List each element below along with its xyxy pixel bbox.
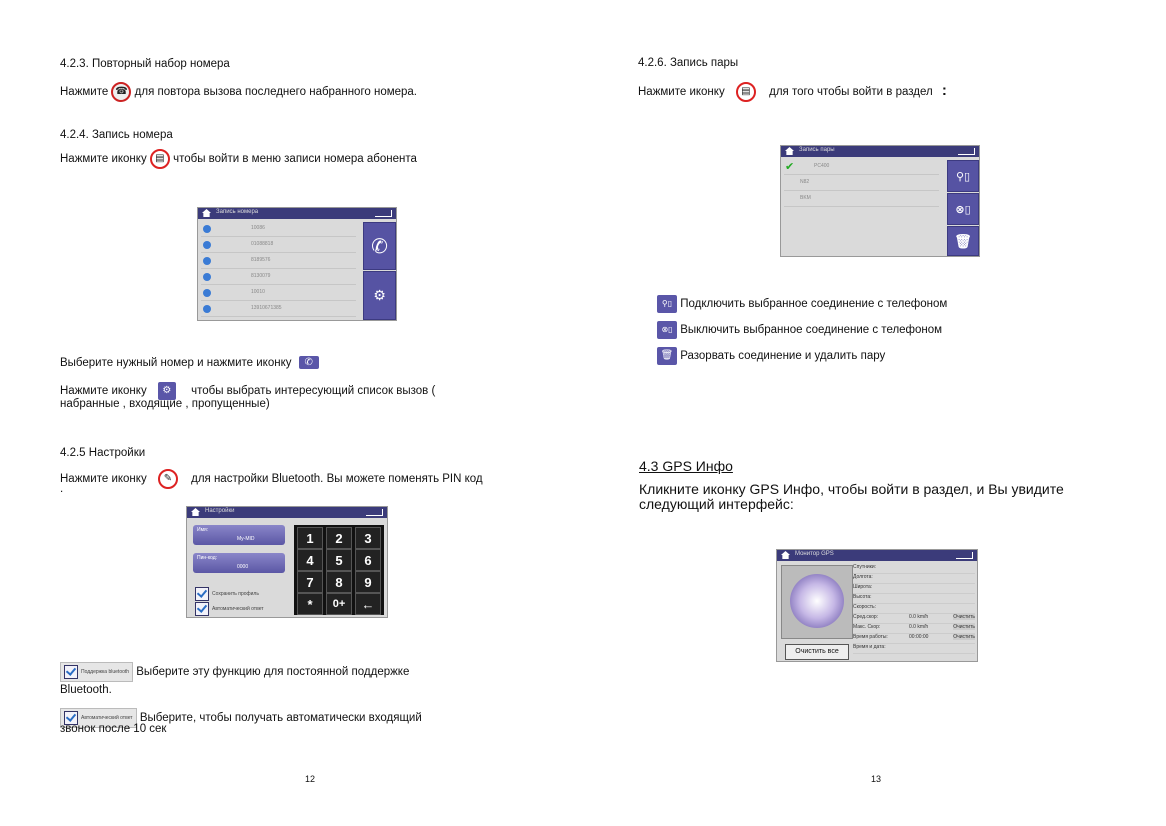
list-item[interactable]: 8189576 [201,254,356,269]
pin-field[interactable]: Пин-код: 0000 [193,553,285,573]
legend-delete: 🗑 Разорвать соединение и удалить пару [657,347,885,365]
phone-icon [203,305,211,313]
pair-records-icon: ▤ [736,82,756,102]
paragraph-auto-answer-line2: звонок после 10 сек [60,723,167,735]
paragraph-redial: Нажмите ☎ для повтора вызова последнего набранного номера. [60,82,417,102]
screen-title: Запись номера [216,209,259,215]
connect-button[interactable]: ⚲▯ [947,160,979,192]
call-list-icon: ⚙ [158,382,176,400]
paragraph-pairs: Нажмите иконку ▤ для того чтобы войти в раздел : [638,82,947,102]
key-backspace[interactable]: ← [355,593,381,615]
screen-title: Настройки [205,508,235,514]
paragraph-bt-support: Поддержка bluetooth Выберите эту функцию для постоянной поддержке [60,662,409,682]
redial-icon: ☎ [111,82,131,102]
compass-panel [781,565,853,639]
list-item[interactable]: 10086 [201,222,356,237]
list-item[interactable]: 13910671385 [201,302,356,317]
gps-row: Макс. Скор: 0.0 km/h Очистить [853,624,975,634]
paragraph-call-records: Нажмите иконку ▤ чтобы войти в меню записи номера абонента [60,149,417,169]
connect-icon: ⚲▯ [657,295,677,313]
checkbox-icon [64,665,78,679]
list-item[interactable]: 10010 [201,286,356,301]
gps-row: Высота: [853,594,975,604]
status-bar [781,146,979,157]
paragraph-call-list-line2: набранные , входящие , пропущенные) [60,398,270,410]
gps-screen [776,549,978,662]
home-icon[interactable] [191,508,200,516]
screen-title: Монитор GPS [795,551,834,557]
list-item[interactable]: ✔ PC400 [784,160,939,175]
paragraph-auto-answer: Автоматический ответ Выберите, чтобы получать автоматически входящий [60,708,422,728]
bt-support-option: Поддержка bluetooth [60,662,133,682]
settings-screen [186,506,388,618]
home-icon[interactable] [781,551,790,559]
name-field[interactable]: Имя: My-MID [193,525,285,545]
auto-answer-option: Автоматический ответ [60,708,137,728]
section-title-gps: 4.3 GPS Инфо [639,458,733,474]
back-icon[interactable] [958,148,975,155]
check-icon: ✔ [785,161,795,173]
list-item[interactable]: 8130079 [201,270,356,285]
key-8[interactable]: 8 [326,571,352,593]
delete-button[interactable]: 🗑 [947,226,979,256]
key-0[interactable]: 0+ [326,593,352,615]
section-title-call-records: 4.2.4. Запись номера [60,129,173,141]
key-7[interactable]: 7 [297,571,323,593]
gps-row: Скорость: [853,604,975,614]
paragraph-call-list: Нажмите иконку ⚙ чтобы выбрать интересующий список вызов ( [60,382,435,400]
disconnect-icon: ⊗▯ [657,321,677,339]
phone-icon [203,289,211,297]
clear-all-button[interactable]: Очистить все [785,644,849,660]
option-auto-answer[interactable]: Автоматический ответ [195,600,264,618]
page-number-right: 13 [871,774,882,784]
call-records-screen [197,207,397,321]
page-number-left: 12 [305,774,316,784]
gps-row: Сред.скор: 0.0 km/h Очистить [853,614,975,624]
reset-avg-button[interactable]: Очистить [953,614,975,620]
section-title-redial: 4.2.3. Повторный набор номера [60,58,230,70]
keypad [294,525,384,615]
status-bar [187,507,387,518]
gps-row: Время работы: 00:00:00 Очистить [853,634,975,644]
status-bar [198,208,396,219]
paragraph-settings-dot: . [60,483,64,495]
gps-row: Время и дата: [853,644,975,654]
settings-icon: ✎ [158,469,178,489]
home-icon[interactable] [202,209,211,217]
pairs-screen [780,145,980,257]
back-icon[interactable] [366,509,383,516]
key-4[interactable]: 4 [297,549,323,571]
home-icon[interactable] [785,147,794,155]
option-save-profile[interactable]: Сохранить профиль [195,585,259,603]
phone-icon [203,273,211,281]
section-title-pairs: 4.2.6. Запись пары [638,57,739,69]
key-star[interactable]: * [297,593,323,615]
paragraph-gps-line1: Кликните иконку GPS Инфо, чтобы войти в раздел, и Вы увидите [639,481,1064,497]
key-1[interactable]: 1 [297,527,323,549]
back-icon[interactable] [375,210,392,217]
reset-uptime-button[interactable]: Очистить [953,634,975,640]
paragraph-select-number: Выберите нужный номер и нажмите иконку ✆ [60,356,319,370]
back-icon[interactable] [956,552,973,559]
call-list-filter-button[interactable]: ⚙ [363,271,396,320]
key-5[interactable]: 5 [326,549,352,571]
call-records-icon: ▤ [150,149,170,169]
trash-icon: 🗑 [657,347,677,365]
paragraph-gps-line2: следующий интерфейс: [639,496,794,512]
legend-connect: ⚲▯ Подключить выбранное соединение с телефоном [657,295,947,313]
checkbox-icon [195,587,209,601]
section-title-settings: 4.2.5 Настройки [60,447,146,459]
checkbox-icon [195,602,209,616]
phone-icon [203,241,211,249]
phone-icon [203,257,211,265]
reset-max-button[interactable]: Очистить [953,624,975,630]
key-2[interactable]: 2 [326,527,352,549]
list-item[interactable]: 01088818 [201,238,356,253]
legend-disconnect: ⊗▯ Выключить выбранное соединение с телефоном [657,321,942,339]
compass-icon [790,574,844,628]
phone-icon [203,225,211,233]
screen-title: Запись пары [799,147,835,153]
list-item[interactable]: N82 [784,176,939,191]
paragraph-settings: Нажмите иконку ✎ для настройки Bluetooth. Вы можете поменять PIN код [60,469,483,489]
gps-row: Широта: [853,584,975,594]
disconnect-button[interactable]: ⊗▯ [947,193,979,225]
gps-row: Спутники: [853,564,975,574]
gps-row: Долгота: [853,574,975,584]
key-3[interactable]: 3 [355,527,381,549]
call-button[interactable]: ✆ [363,222,396,270]
key-6[interactable]: 6 [355,549,381,571]
call-icon: ✆ [299,356,319,369]
list-item[interactable]: BKM [784,192,939,207]
key-9[interactable]: 9 [355,571,381,593]
status-bar [777,550,977,561]
paragraph-bt-support-line2: Bluetooth. [60,684,112,696]
